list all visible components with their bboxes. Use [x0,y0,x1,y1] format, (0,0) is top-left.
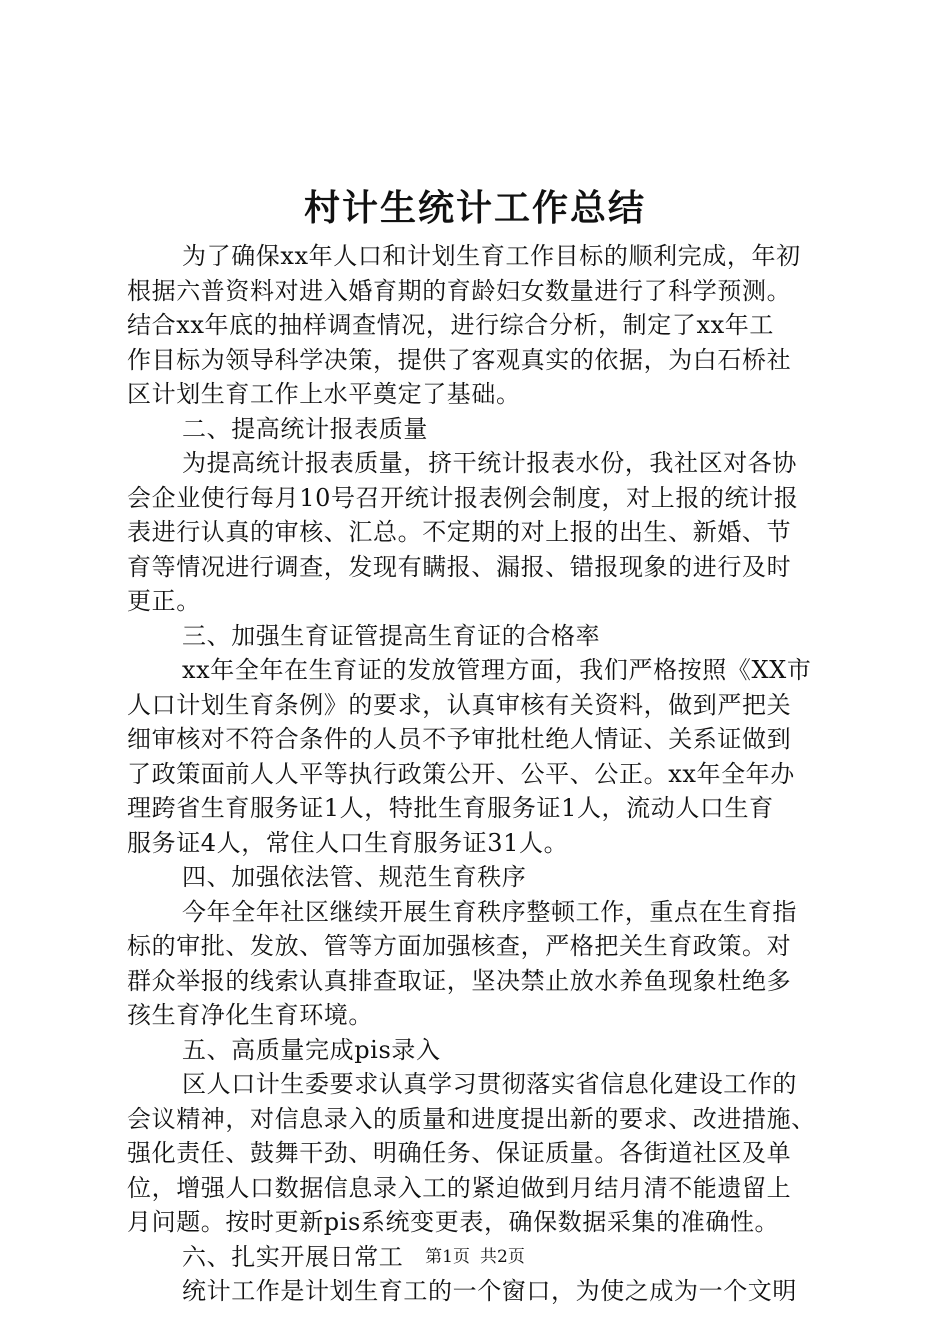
text-line: 区人口计生委要求认真学习贯彻落实省信息化建设工作的 [182,1070,797,1098]
text-line: 为了确保xx年人口和计划生育工作目标的顺利完成，年初 [182,242,801,270]
text-line: 人口计划生育条例》的要求，认真审核有关资料，做到严把关 [127,690,792,719]
text-line: 服务证4人，常住人口生育服务证31人。 [127,828,569,857]
text-line: xx年全年在生育证的发放管理方面，我们严格按照《XX市 [182,656,812,684]
text-line: 结合xx年底的抽样调查情况，进行综合分析，制定了xx年工 [127,311,774,339]
text-line: 细审核对不符合条件的人员不予审批杜绝人情证、关系证做到 [127,725,792,753]
text-line: 理跨省生育服务证1人，特批生育服务证1人，流动人口生育 [127,794,774,822]
text-line: 表进行认真的审核、汇总。不定期的对上报的出生、新婚、节 [127,518,792,546]
text-line: 作目标为领导科学决策，提供了客观真实的依据，为白石桥社 [127,345,792,374]
text-line: 五、高质量完成pis录入 [182,1035,441,1064]
page-footer [0,1242,950,1267]
page-number: 第1页 [425,1247,470,1267]
text-line: 位，增强人口数据信息录入工的紧迫做到月结月清不能遗留上 [127,1173,792,1202]
document-body [127,239,837,1309]
text-line: 会企业使行每月10号召开统计报表例会制度，对上报的统计报 [127,483,799,512]
text-line: 六、扎实开展日常工 [182,1242,404,1271]
text-line: 了政策面前人人平等执行政策公开、公平、公正。xx年全年办 [127,759,795,788]
text-line: 区计划生育工作上水平奠定了基础。 [127,380,521,408]
text-line: 四、加强依法管、规范生育秩序 [182,863,527,891]
page-total: 共2页 [480,1247,525,1267]
text-line: 今年全年社区继续开展生育秩序整顿工作，重点在生育指 [182,897,797,926]
text-line: 标的审批、发放、管等方面加强核查，严格把关生育政策。对 [127,932,792,960]
text-line: 月问题。按时更新pis系统变更表，确保数据采集的准确性。 [127,1208,780,1236]
text-line: 更正。 [127,587,201,615]
text-line: 二、提高统计报表质量 [182,414,428,443]
text-line: 为提高统计报表质量，挤干统计报表水份，我社区对各协 [182,449,797,477]
document-title: 村计生统计工作总结 [303,187,646,229]
text-line: 育等情况进行调查，发现有瞒报、漏报、错报现象的进行及时 [127,552,792,581]
text-line: 强化责任、鼓舞干劲、明确任务、保证质量。各街道社区及单 [127,1139,792,1167]
text-line: 孩生育净化生育环境。 [127,1001,373,1029]
text-line: 群众举报的线索认真排查取证，坚决禁止放水养鱼现象杜绝多 [127,966,792,995]
text-line: 统计工作是计划生育工的一个窗口，为使之成为一个文明 [182,1277,797,1305]
text-line: 会议精神，对信息录入的质量和进度提出新的要求、改进措施、 [127,1104,816,1133]
text-line: 三、加强生育证管提高生育证的合格率 [182,621,601,650]
text-line: 根据六普资料对进入婚育期的育龄妇女数量进行了科学预测。 [127,276,792,305]
